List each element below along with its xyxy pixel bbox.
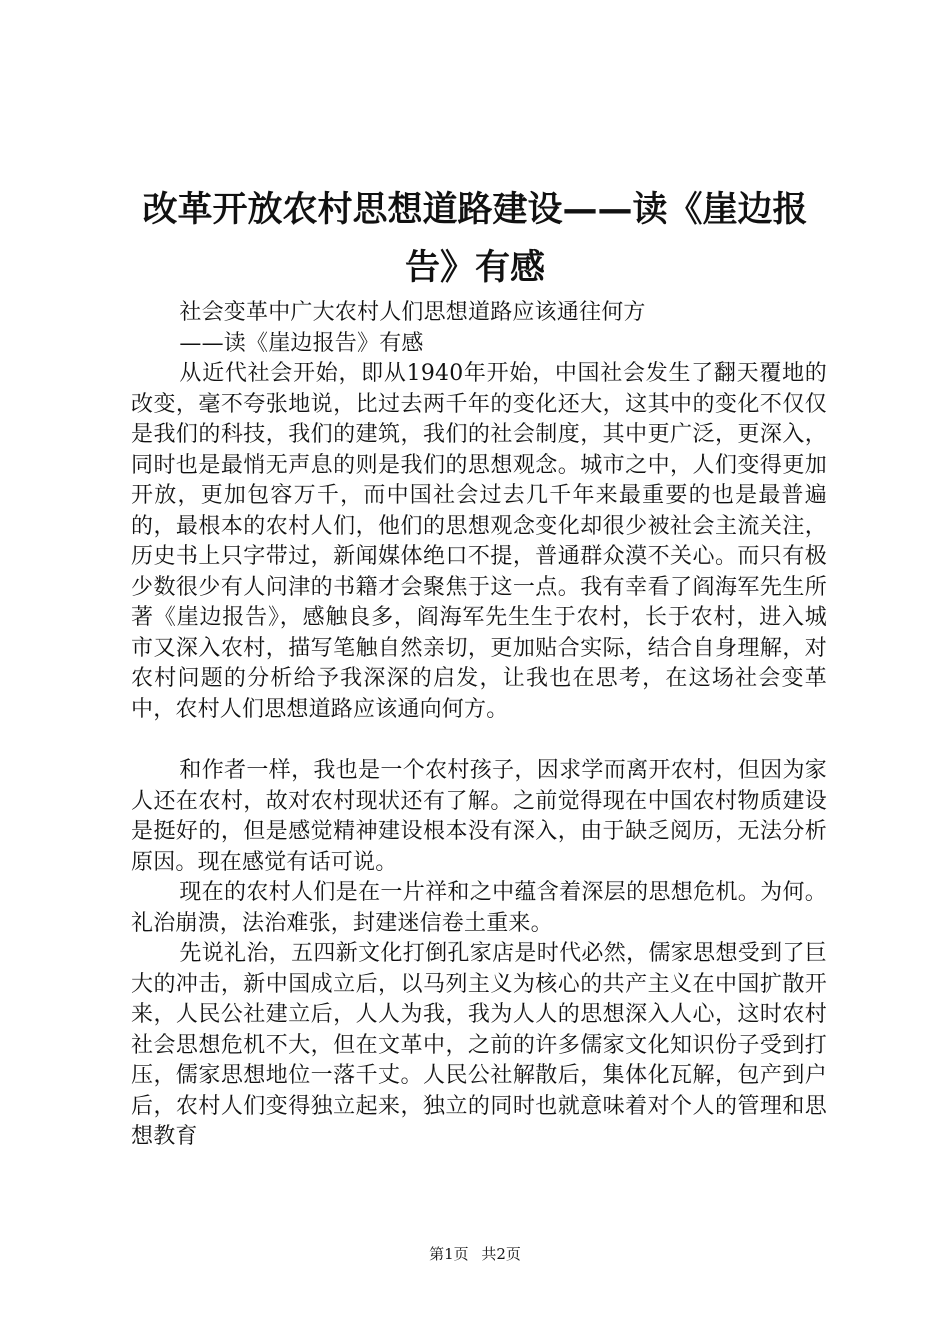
paragraph-2: 和作者一样，我也是一个农村孩子，因求学而离开农村，但因为家人还在农村，故对农村现状还有了解。之前觉得现在中国农村物质建设是挺好的，但是感觉精神建设根本没有深入，由于缺乏阅历，无法分析原因。现在感觉有话可说。 (131, 758, 827, 875)
paragraph-3: 现在的农村人们是在一片祥和之中蕴含着深层的思想危机。为何。礼治崩溃，法治难张，封建迷信卷土重来。 (131, 880, 827, 936)
page-number: 第1页 (429, 1245, 469, 1263)
page-total: 共2页 (481, 1245, 521, 1263)
paragraph-4: 先说礼治，五四新文化打倒孔家店是时代必然，儒家思想受到了巨大的冲击，新中国成立后，以马列主义为核心的共产主义在中国扩散开来，人民公社建立后，人人为我，我为人人的思想深入人心，这时农村社会思想危机不大，但在文革中，之前的许多儒家文化知识份子受到打压，儒家思想地位一落千丈。人民公社解散后，集体化瓦解，包产到户后，农村人们变得独立起来，独立的同时也就意味着对个人的管理和思想教育 (131, 941, 827, 1149)
document-body (131, 298, 827, 1153)
paragraph-1: 从近代社会开始，即从1940年开始，中国社会发生了翻天覆地的改变，毫不夸张地说，比过去两千年的变化还大，这其中的变化不仅仅是我们的科技，我们的建筑，我们的社会制度，其中更广泛，更深入，同时也是最悄无声息的则是我们的思想观念。城市之中，人们变得更加开放，更加包容万千，而中国社会过去几千年来最重要的也是最普遍的，最根本的农村人们，他们的思想观念变化却很少被社会主流关注，历史书上只字带过，新闻媒体绝口不提，普通群众漠不关心。而只有极少数很少有人问津的书籍才会聚焦于这一点。我有幸看了阎海军先生所著《崖边报告》，感触良多，阎海军先生生于农村，长于农村，进入城市又深入农村，描写笔触自然亲切，更加贴合实际，结合自身理解，对农村问题的分析给予我深深的启发，让我也在思考，在这场社会变革中，农村人们思想道路应该通向何方。 (131, 361, 827, 722)
document-title-line-1: 改革开放农村思想道路建设——读《崖边报 (142, 190, 808, 230)
subtitle-line-2: ——读《崖边报告》有感 (179, 330, 424, 356)
subtitle-line-1: 社会变革中广大农村人们思想道路应该通往何方 (179, 300, 646, 325)
page-footer (0, 1244, 950, 1264)
document-title-line-2: 告》有感 (404, 248, 545, 288)
